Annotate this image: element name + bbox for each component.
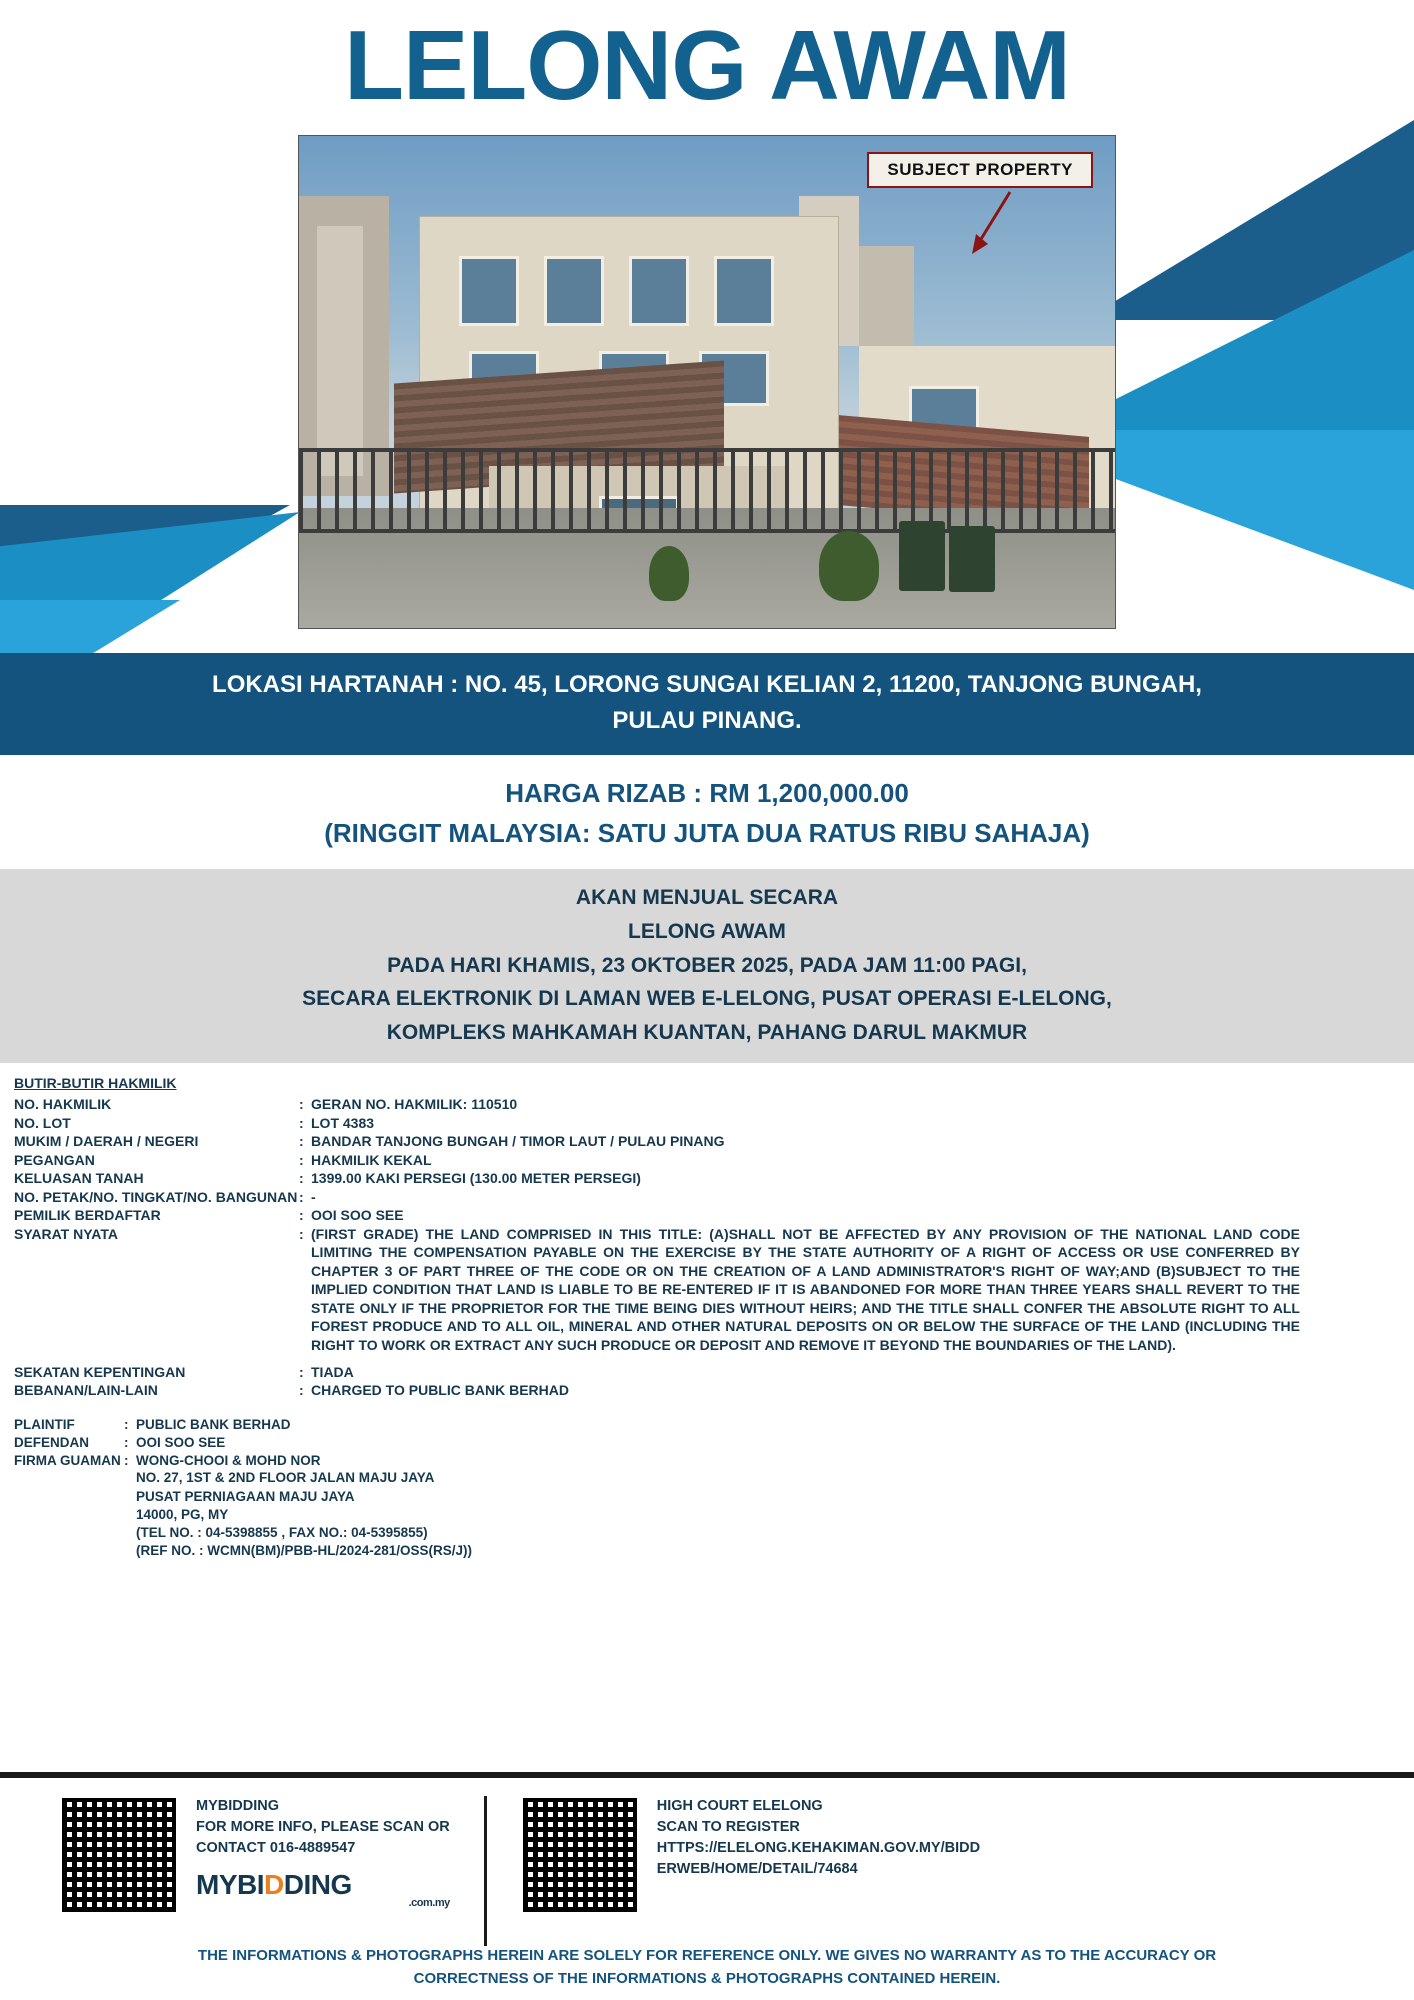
disclaimer [0,1945,1414,1990]
location-banner [0,653,1414,755]
plaintiff-value: PUBLIC BANK BERHAD [136,1416,291,1432]
detail-value: 1399.00 KAKI PERSEGI (130.00 METER PERSEGI) [311,1170,641,1187]
detail-key: BEBANAN/LAIN-LAIN [14,1382,158,1399]
title-details-heading: BUTIR-BUTIR HAKMILIK [14,1075,177,1092]
high-court-url-line-2[interactable]: ERWEB/HOME/DETAIL/74684 [656,1861,858,1878]
detail-value: OOI SOO SEE [311,1207,404,1224]
reserve-price-words: (RINGGIT MALAYSIA: SATU JUTA DUA RATUS RIBU SAHAJA) [324,818,1090,849]
mybidding-logo-bi: BI [237,1869,264,1901]
defendant-key: DEFENDAN [14,1434,90,1450]
detail-value: HAKMILIK KEKAL [311,1151,432,1168]
detail-key: SEKATAN KEPENTINGAN [14,1364,186,1381]
detail-colon: : [124,1416,129,1432]
law-firm-reference: (REF NO. : WCMN(BM)/PBB-HL/2024-281/OSS(RS/J)) [136,1543,473,1559]
auction-line-2: LELONG AWAM [628,920,786,944]
disclaimer-line-1: THE INFORMATIONS & PHOTOGRAPHS HEREIN ARE SOLELY FOR REFERENCE ONLY. WE GIVES NO WARRANTY AS TO THE ACCURACY OR [197,1947,1217,1964]
page-title: LELONG AWAM [344,10,1070,120]
detail-key: NO. PETAK/NO. TINGKAT/NO. BANGUNAN [14,1188,298,1205]
photo-window [459,256,519,326]
detail-key: SYARAT NYATA [14,1225,118,1242]
photo-shrub [649,546,689,601]
detail-value: CHARGED TO PUBLIC BANK BERHAD [311,1382,569,1399]
mybidding-qr-code[interactable] [60,1796,178,1914]
high-court-url-line-1[interactable]: HTTPS://ELELONG.KEHAKIMAN.GOV.MY/BIDD [656,1840,981,1857]
defendant-value: OOI SOO SEE [136,1434,226,1450]
photo-fence [299,448,1115,533]
property-photo [298,135,1116,629]
detail-value: (FIRST GRADE) THE LAND COMPRISED IN THIS TITLE: (A)SHALL NOT BE AFFECTED BY ANY PROVISION OF THE NATIONAL LAND CODE LIMITING THE COMPENSATION PAYABLE ON THE EXERCISE BY THE STATE AUTHORITY OF A RIGHT OF ACCESS OR USE CONFERRED BY CHAPTER 3 OF PART THREE OF THE CODE OR ON THE CREATION OF A LAND ADMINISTRATOR'S RIGHT OF WAY;AND (B)SUBJECT TO THE IMPLIED CONDITION THAT LAND IS LIABLE TO BE RE-ENTERED IF IT IS ABANDONED FOR MORE THAN THREE YEARS SHALL REVERT TO THE STATE ONLY IF THE PROPRIETOR FOR THE TIME BEING DIES WITHOUT HEIRS; AND THE TITLE SHALL CONFER THE ABSOLUTE RIGHT TO ALL FOREST PRODUCE AND TO ALL OIL, MINERAL AND OTHER NATURAL DEPOSITS ON OR BELOW THE SURFACE OF THE LAND (INCLUDING THE RIGHT TO WORK OR EXTRACT ANY SUCH PRODUCE OR DEPOSIT AND REMOVE IT BEYOND THE BOUNDARIES OF THE LAND). [311,1225,1300,1353]
detail-colon: : [299,1096,304,1113]
mybidding-contact: CONTACT 016-4889547 [196,1840,356,1857]
photo-window [714,256,774,326]
reserve-price-block [0,755,1414,870]
detail-row-syarat-nyata [14,1225,1400,1354]
mybidding-info-line: FOR MORE INFO, PLEASE SCAN OR [196,1819,450,1836]
detail-row [14,1169,1400,1187]
detail-colon: : [299,1364,304,1381]
detail-key: PEGANGAN [14,1151,95,1168]
law-firm-contact: (TEL NO. : 04-5398855 , FAX NO.: 04-5395855) [136,1525,428,1541]
parties-section [14,1416,1400,1561]
detail-colon: : [299,1382,304,1399]
detail-key: PEMILIK BERDAFTAR [14,1207,161,1224]
high-court-subtitle: SCAN TO REGISTER [656,1819,800,1836]
title-details-section [0,1063,1414,1560]
detail-key: KELUASAN TANAH [14,1170,144,1187]
detail-value: TIADA [311,1364,354,1381]
detail-colon: : [299,1207,304,1224]
plaintiff-key: PLAINTIF [14,1416,75,1432]
detail-row [14,1114,1400,1132]
detail-colon: : [124,1452,129,1468]
detail-value: - [311,1188,316,1205]
auction-venue-2: KOMPLEKS MAHKAMAH KUANTAN, PAHANG DARUL MAKMUR [386,1020,1028,1044]
detail-row [14,1381,1400,1399]
detail-key: MUKIM / DAERAH / NEGERI [14,1133,199,1150]
photo-shrub [819,531,879,601]
detail-colon: : [299,1151,304,1168]
detail-row [14,1363,1400,1381]
photo-window [544,256,604,326]
mybidding-logo-ding: DING [283,1869,352,1901]
detail-key: NO. HAKMILIK [14,1096,112,1113]
subject-property-label: SUBJECT PROPERTY [867,152,1093,188]
location-line-1: LOKASI HARTANAH : NO. 45, LORONG SUNGAI KELIAN 2, 11200, TANJONG BUNGAH, [212,670,1202,698]
mybidding-logo-my: MY [196,1869,237,1901]
disclaimer-line-2: CORRECTNESS OF THE INFORMATIONS & PHOTOGRAPHS CONTAINED HEREIN. [413,1969,1001,1987]
footer [0,1772,1414,2000]
detail-row [14,1095,1400,1113]
auction-datetime: PADA HARI KHAMIS, 23 OKTOBER 2025, PADA JAM 11:00 PAGI, [387,953,1027,977]
detail-colon: : [299,1188,304,1205]
mybidding-title: MYBIDDING [196,1798,279,1814]
high-court-title: HIGH COURT ELELONG [656,1798,823,1814]
callout-arrow-icon [950,188,1020,258]
photo-window [629,256,689,326]
law-firm-row [14,1452,1400,1470]
high-court-block [521,1796,980,1914]
reserve-price: HARGA RIZAB : RM 1,200,000.00 [505,777,909,808]
law-firm-address-line: PUSAT PERNIAGAAN MAJU JAYA [136,1488,355,1504]
defendant-row [14,1434,1400,1452]
high-court-qr-code[interactable] [521,1796,639,1914]
auction-details-block [0,869,1414,1063]
auction-line-1: AKAN MENJUAL SECARA [575,886,839,910]
detail-row [14,1132,1400,1150]
detail-colon: : [299,1114,304,1131]
plaintiff-row [14,1416,1400,1434]
law-firm-address-line: NO. 27, 1ST & 2ND FLOOR JALAN MAJU JAYA [136,1470,435,1486]
detail-row [14,1151,1400,1169]
auction-venue-1: SECARA ELEKTRONIK DI LAMAN WEB E-LELONG, PUSAT OPERASI E-LELONG, [302,987,1112,1011]
mybidding-logo-sub: .com.my [408,1897,450,1910]
detail-colon: : [299,1225,304,1242]
mybidding-logo [196,1869,450,1909]
detail-key: NO. LOT [14,1114,71,1131]
detail-colon: : [124,1434,129,1450]
detail-value: GERAN NO. HAKMILIK: 110510 [311,1096,518,1113]
photo-background-building-left-2 [317,226,363,476]
location-line-2: PULAU PINANG. [612,706,802,734]
footer-divider [484,1796,487,1946]
photo-bin [949,526,995,592]
law-firm-address-line: 14000, PG, MY [136,1506,229,1522]
detail-value: LOT 4383 [311,1114,375,1131]
law-firm-value: WONG-CHOOI & MOHD NOR [136,1452,321,1468]
detail-value: BANDAR TANJONG BUNGAH / TIMOR LAUT / PULAU PINANG [311,1133,725,1150]
detail-row [14,1188,1400,1206]
detail-colon: : [299,1170,304,1187]
mybidding-block [60,1796,450,1914]
detail-row [14,1206,1400,1224]
photo-bin [899,521,945,591]
law-firm-key: FIRMA GUAMAN [14,1452,121,1468]
mybidding-logo-dot: D [264,1869,284,1901]
detail-colon: : [299,1133,304,1150]
